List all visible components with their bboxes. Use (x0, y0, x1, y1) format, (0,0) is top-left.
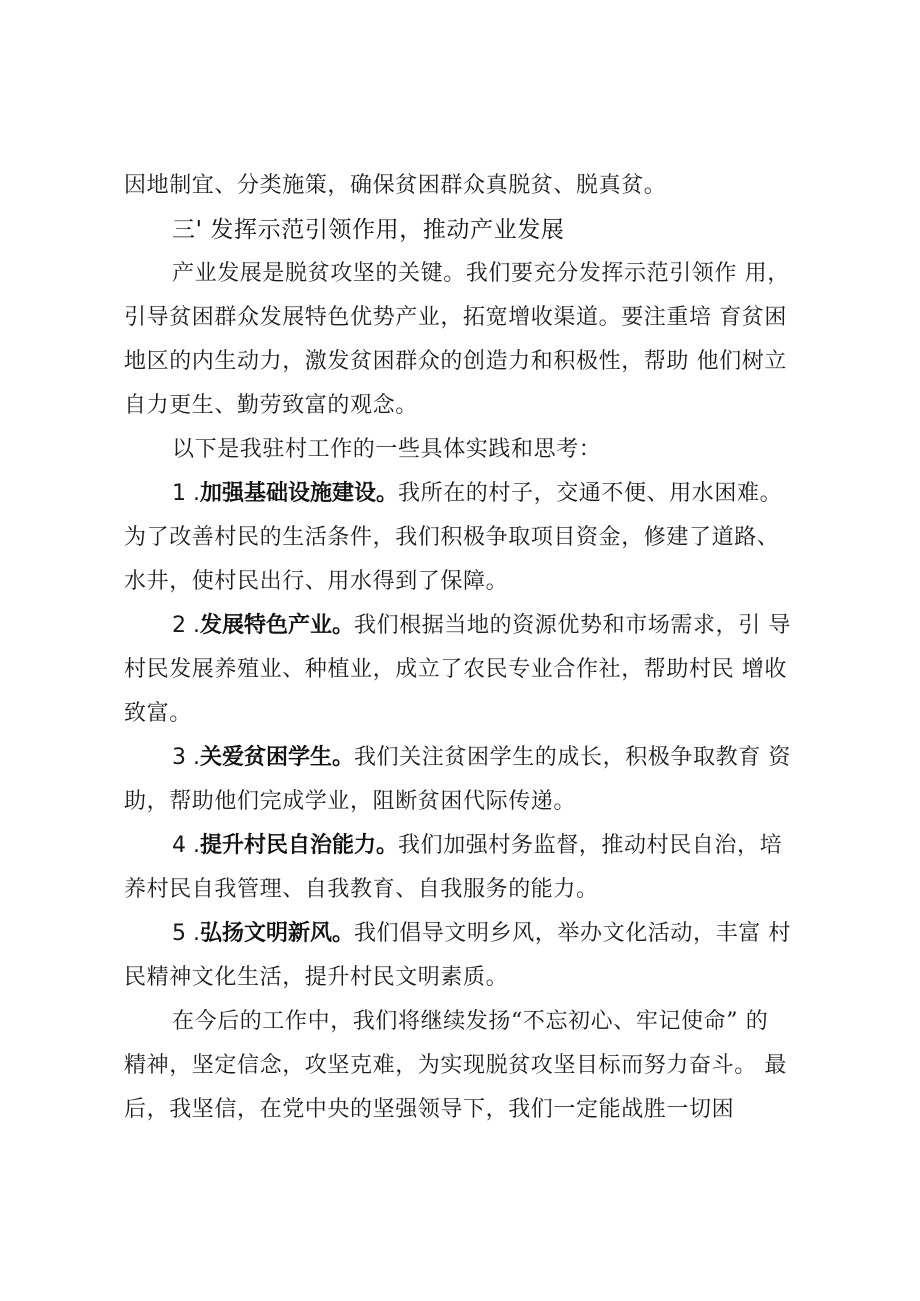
list-item-lead: 弘扬文明新风。 (199, 921, 354, 946)
list-item (124, 472, 814, 516)
list-item-lead: 提升村民自治能力。 (199, 833, 398, 858)
paragraph-line: 后，我坚信，在党中央的坚强领导下，我们一定能战胜一切困 (124, 1097, 735, 1122)
paragraph-line: 水井，使村民出行、用水得到了保障。 (124, 569, 509, 594)
paragraph-line: 民精神文化生活，提升村民文明素质。 (124, 965, 509, 990)
paragraph-line: 自力更生、勤劳致富的观念。 (124, 393, 418, 418)
paragraph-line: 为了改善村民的生活条件，我们积极争取项目资金，修建了道路、 (124, 525, 780, 550)
list-item-lead: 加强基础设施建设。 (199, 481, 398, 506)
list-item (124, 824, 814, 868)
paragraph-line: 在今后的工作中，我们将继续发扬“不忘初心、牢记使命” 的 (172, 1009, 769, 1034)
paragraph-line: 助，帮助他们完成学业，阻断贫困代际传递。 (124, 789, 577, 814)
list-item (124, 736, 814, 780)
section-heading: 三' 发挥示范引领作用，推动产业发展 (172, 217, 565, 243)
list-item-lead: 发展特色产业。 (199, 613, 354, 638)
paragraph-line: 村民发展养殖业、种植业，成立了农民专业合作社，帮助村民 增收 (124, 657, 787, 682)
list-item-text: 我们关注贫困学生的成长，积极争取教育 资 (354, 745, 791, 770)
paragraph-line: 致富。 (124, 701, 192, 726)
paragraph-line: 引导贫困群众发展特色优势产业，拓宽增收渠道。要注重培 育贫困 (124, 305, 787, 330)
paragraph-line: 因地制宜、分类施策，确保贫困群众真脱贫、脱真贫。 (124, 173, 667, 198)
paragraph-line: 精神，坚定信念，攻坚克难，为实现脱贫攻坚目标而努力奋斗。 最 (124, 1053, 787, 1078)
list-item-text: 我所在的村子，交通不便、用水困难。 (398, 481, 783, 506)
list-item-text: 我们加强村务监督，推动村民自治，培 (398, 833, 783, 858)
paragraph-line: 养村民自我管理、自我教育、自我服务的能力。 (124, 877, 599, 902)
paragraph-line: 以下是我驻村工作的一些具体实践和思考： (172, 437, 602, 462)
document-body (124, 164, 814, 1132)
list-item-text: 我们根据当地的资源优势和市场需求，引 导 (354, 613, 791, 638)
list-item-number: 3 . (172, 745, 200, 770)
list-item (124, 912, 814, 956)
list-item-lead: 关爱贫困学生。 (199, 745, 354, 770)
list-item-number: 4 . (172, 833, 200, 858)
list-item-number: 2 . (172, 613, 200, 638)
list-item-number: 1 . (172, 481, 200, 506)
list-item-number: 5 . (172, 921, 200, 946)
list-item (124, 604, 814, 648)
list-item-text: 我们倡导文明乡风，举办文化活动，丰富 村 (354, 921, 791, 946)
paragraph-line: 地区的内生动力，激发贫困群众的创造力和积极性，帮助 他们树立 (124, 349, 787, 374)
paragraph-line: 产业发展是脱贫攻坚的关键。我们要充分发挥示范引领作 用， (172, 261, 790, 286)
